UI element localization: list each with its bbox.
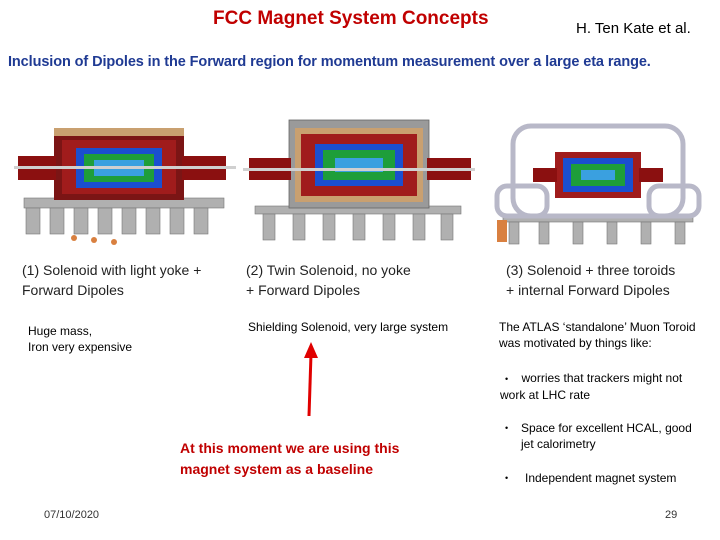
bullet-dot: • (505, 374, 509, 384)
motivation-text: worries that trackers might not (521, 371, 683, 385)
motivation-text: work at LHC rate (500, 388, 591, 402)
twin-solenoid (243, 120, 475, 208)
concept-3-note (499, 319, 696, 351)
caption-line: Forward Dipoles (22, 282, 124, 298)
concept-2-caption (246, 260, 411, 300)
slide-title: FCC Magnet System Concepts (213, 8, 489, 29)
motivation-item-3 (505, 470, 715, 486)
slide-date: 07/10/2020 (44, 509, 100, 521)
caption-line: (1) Solenoid with light yoke + (22, 262, 202, 278)
note-line: was motivated by things like: (499, 336, 652, 350)
motivation-text: Space for excellent HCAL, good (521, 421, 692, 435)
motivation-text: Independent magnet system (525, 471, 677, 485)
baseline-line: At this moment we are using this (180, 440, 400, 456)
red-arrow-icon (296, 340, 326, 420)
support-structure (255, 206, 461, 240)
author-credit: H. Ten Kate et al. (576, 20, 691, 37)
baseline-statement (180, 438, 399, 480)
motivation-item-1 (500, 370, 715, 403)
concept-2-note (248, 319, 448, 335)
concept-1-note (28, 323, 132, 355)
orange-support (497, 220, 507, 242)
caption-line: (3) Solenoid + three toroids (506, 262, 676, 278)
concept-1-caption (22, 260, 201, 300)
caption-line: + Forward Dipoles (246, 282, 360, 298)
magnet-concept-1-image (14, 110, 236, 250)
bullet-dot: • (505, 423, 509, 433)
magnet-concept-3-image (493, 116, 703, 256)
yoke-and-coils (14, 128, 236, 200)
concept-3-caption (506, 260, 675, 300)
central-solenoid (533, 152, 663, 198)
bullet-dot: • (505, 473, 509, 483)
motivation-item-2 (505, 420, 715, 452)
note-line: Shielding Solenoid, very large system (248, 320, 449, 334)
magnet-concept-2-image (243, 112, 475, 252)
caption-line: + internal Forward Dipoles (506, 282, 670, 298)
page-number: 29 (665, 509, 678, 521)
support-structure (24, 198, 224, 234)
note-line: Huge mass, (28, 324, 93, 338)
slide-subtitle: Inclusion of Dipoles in the Forward region for momentum measurement over a large eta range. (8, 54, 651, 70)
note-line: Iron very expensive (28, 340, 133, 354)
baseline-line: magnet system as a baseline (180, 461, 373, 477)
note-line: The ATLAS ‘standalone’ Muon Toroid (499, 320, 696, 334)
motivation-text: jet calorimetry (521, 437, 596, 451)
orange-feet (71, 235, 117, 245)
caption-line: (2) Twin Solenoid, no yoke (246, 262, 411, 278)
